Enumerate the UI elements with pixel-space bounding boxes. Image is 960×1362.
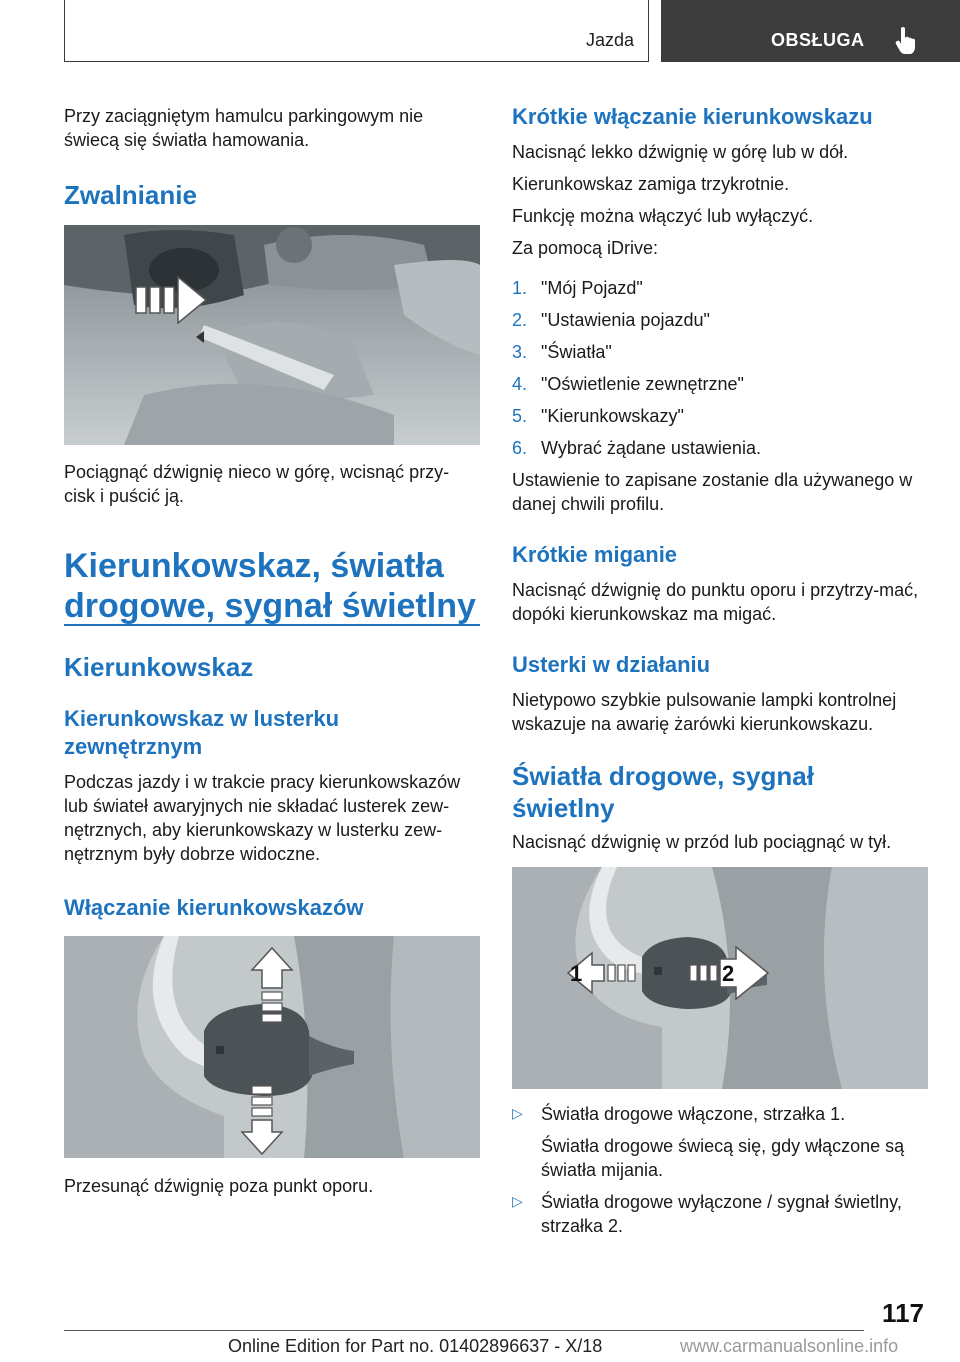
paragraph-function-toggle: Funkcję można włączyć lub wyłączyć. [512,206,814,226]
paragraph-drogowe: Nacisnąć dźwignię w przód lub pociągnąć w tył. [512,832,892,852]
list-item: 2. "Ustawienia pojazdu" [512,310,710,330]
heading-lusterko-line2: zewnętrznym [64,734,203,759]
paragraph-usterki: Nietypowo szybkie pulsowanie lampki kontrolnej wskazuje na awarię żarówki kierunkowskazu. [512,690,897,734]
intro-paragraph: Przy zaciągniętym hamulcu parkingowym nie świecą się światła hamowania. [64,106,424,150]
heading-main-line1: Kierunkowskaz, światła [64,547,444,585]
paragraph-flashes-three: Kierunkowskaz zamiga trzykrotnie. [512,174,790,194]
heading-zwalnianie: Zwalnianie [64,180,197,210]
heading-lusterko-line1: Kierunkowskaz w lusterku [64,706,340,731]
triangle-bullet-icon: ▷ [512,1105,523,1121]
header-chapter-title: OBSŁUGA [771,30,865,50]
paragraph-lusterko: Podczas jazdy i w trakcie pracy kierunkowskazów lub świateł awaryjnych nie składać lusterek zew-nętrznych, aby kierunkowskazy w lusterku zew-nętrznym były dobrze widoczne. [64,772,461,864]
header-section-box [64,0,649,62]
caption-parking-brake: Pociągnąć dźwignię nieco w górę, wcisnąć przy-cisk i puścić ją. [64,462,450,506]
edition-line: Online Edition for Part no. 01402896637 - X/18 [228,1336,603,1356]
heading-wlaczanie: Włączanie kierunkowskazów [64,895,364,920]
heading-drogowe-line2: świetlny [512,793,615,823]
turn-signal-stalk-figure [64,936,480,1158]
bullet-item-2 [512,1190,928,1238]
list-item: 4. "Oświetlenie zewnętrzne" [512,374,744,394]
header-chapter-tab [661,0,960,62]
list-item: 5. "Kierunkowskazy" [512,406,684,426]
watermark-text: www.carmanualsonline.info [680,1336,899,1356]
high-beam-stalk-figure [512,867,928,1089]
triangle-bullet-icon: ▷ [512,1193,523,1209]
arrow-label-2: 2 [722,961,735,986]
list-item: 3. "Światła" [512,342,612,362]
caption-stalk: Przesunąć dźwignię poza punkt oporu. [64,1176,374,1196]
bullet-item-1 [512,1102,928,1126]
heading-drogowe-line1: Światła drogowe, sygnał [512,761,814,791]
list-item: 6. Wybrać żądane ustawienia. [512,438,761,458]
paragraph-press-lightly: Nacisnąć lekko dźwignię w górę lub w dół. [512,142,849,162]
bullet-text: Światła drogowe wyłączone / sygnał świetlny, strzałka 2. [541,1192,902,1236]
paragraph-via-idrive: Za pomocą iDrive: [512,238,659,258]
idrive-steps-list [512,276,928,468]
header-section-title: Jazda [585,30,634,50]
heading-krotkie-wlaczanie: Krótkie włączanie kierunkowskazu [512,104,873,129]
heading-usterki: Usterki w działaniu [512,652,711,677]
bullet-subtext: Światła drogowe świecą się, gdy włączone są światła mijania. [541,1136,905,1180]
parking-brake-figure [64,225,480,445]
page-number: 117 [882,1298,924,1328]
heading-underline [64,624,480,626]
arrow-label-1: 1 [570,961,583,986]
heading-main-line2: drogowe, sygnał świetlny [64,587,476,625]
footer-rule [64,1330,864,1331]
paragraph-setting-saved: Ustawienie to zapisane zostanie dla używanego w danej chwili profilu. [512,470,913,514]
paragraph-miganie: Nacisnąć dźwignię do punktu oporu i przytrzy-mać, dopóki kierunkowskaz ma migać. [512,580,919,624]
bullet-text: Światła drogowe włączone, strzałka 1. [541,1104,846,1124]
list-item: 1. "Mój Pojazd" [512,278,643,298]
pointing-hand-icon [895,26,917,59]
heading-kierunkowskaz: Kierunkowskaz [64,652,254,682]
heading-krotkie-miganie: Krótkie miganie [512,542,678,567]
